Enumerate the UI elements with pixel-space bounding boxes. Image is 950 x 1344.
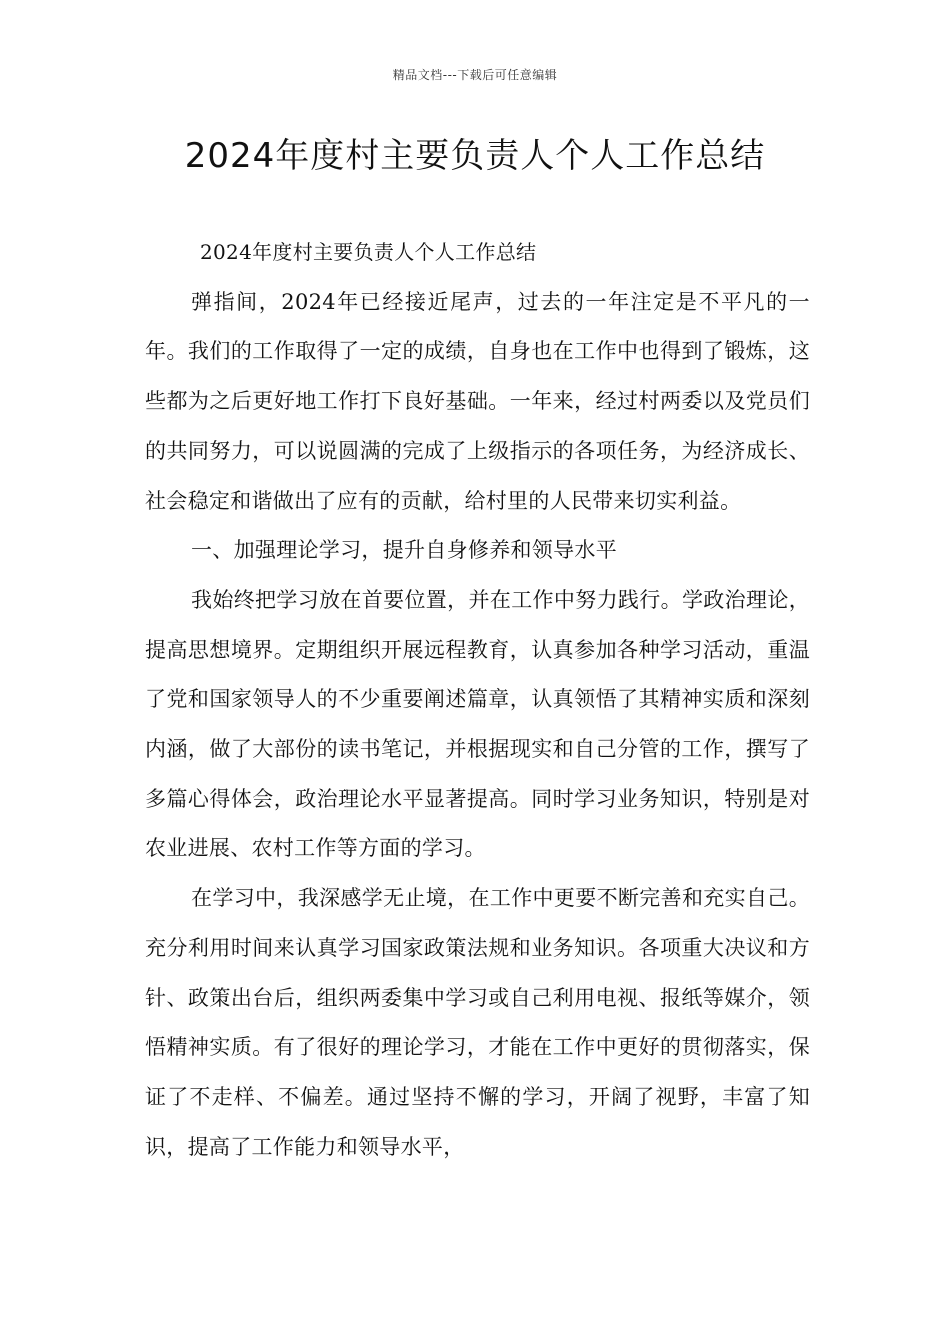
document-body (145, 228, 810, 1172)
paragraph-study: 我始终把学习放在首要位置，并在工作中努力践行。学政治理论，提高思想境界。定期组织开展远程教育，认真参加各种学习活动，重温了党和国家领导人的不少重要阐述篇章，认真领悟了其精神实质和深刻内涵，做了大部份的读书笔记，并根据现实和自己分管的工作，撰写了多篇心得体会，政治理论水平显著提高。同时学习业务知识，特别是对农业进展、农村工作等方面的学习。 (145, 587, 810, 861)
document-title: 2024年度村主要负责人个人工作总结 (184, 136, 766, 176)
header-note: 精品文档---下载后可任意编辑 (392, 68, 558, 82)
body-subtitle: 2024年度村主要负责人个人工作总结 (200, 240, 537, 264)
section-heading-1: 一、加强理论学习，提升自身修养和领导水平 (191, 538, 617, 563)
paragraph-intro: 弹指间，2024年已经接近尾声，过去的一年注定是不平凡的一年。我们的工作取得了一定的成绩，自身也在工作中也得到了锻炼，这些都为之后更好地工作打下良好基础。一年来，经过村两委以及党员们的共同努力，可以说圆满的完成了上级指示的各项任务，为经济成长、社会稳定和谐做出了应有的贡献，给村里的人民带来切实利益。 (145, 289, 810, 513)
paragraph-learning: 在学习中，我深感学无止境，在工作中更要不断完善和充实自己。充分利用时间来认真学习国家政策法规和业务知识。各项重大决议和方针、政策出台后，组织两委集中学习或自己利用电视、报纸等媒介，领悟精神实质。有了很好的理论学习，才能在工作中更好的贯彻落实，保证了不走样、不偏差。通过坚持不懈的学习，开阔了视野，丰富了知识，提高了工作能力和领导水平， (145, 886, 810, 1159)
